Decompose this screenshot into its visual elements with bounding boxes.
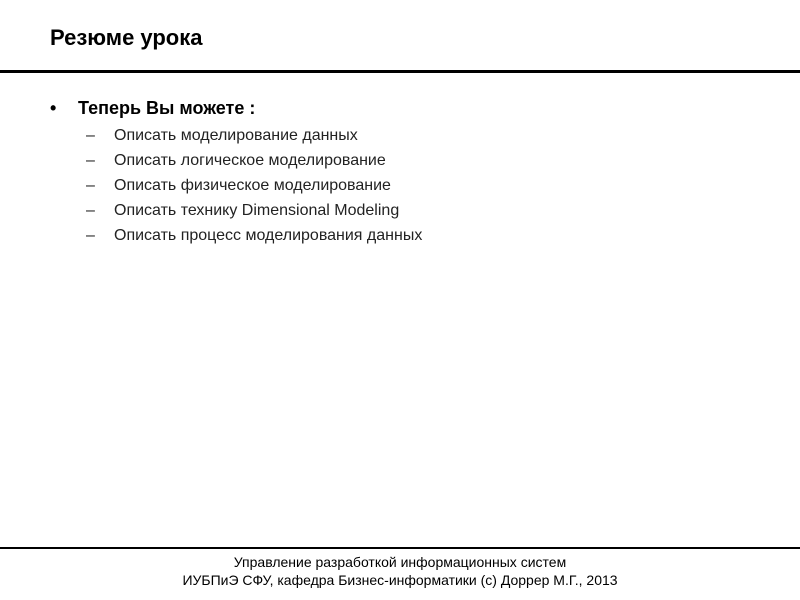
list-item [50,201,770,226]
footer-divider [0,547,800,549]
dash-icon: – [86,152,95,169]
footer [0,553,800,589]
footer-copyright: ИУБПиЭ СФУ, кафедра Бизнес-информатики (с) Доррер М.Г., 2013 [182,572,618,588]
list-item-text: Описать моделирование данных [114,127,358,144]
list-item-text: Описать процесс моделирования данных [114,227,423,244]
list-item [50,226,770,251]
main-bullet [50,96,770,120]
dash-icon: – [86,177,95,194]
dash-icon: – [86,127,95,144]
list-item [50,126,770,151]
title-divider [0,70,800,73]
footer-course-title: Управление разработкой информационных систем [233,554,567,570]
slide-content [50,96,770,251]
dash-icon: – [86,202,95,219]
slide-title: Резюме урока [50,25,203,50]
main-bullet-text: Теперь Вы можете : [78,98,256,118]
bullet-icon: • [50,98,57,118]
dash-icon: – [86,227,95,244]
list-item [50,151,770,176]
list-item-text: Описать технику Dimensional Modeling [114,202,400,219]
list-item-text: Описать физическое моделирование [114,177,391,194]
list-item [50,176,770,201]
list-item-text: Описать логическое моделирование [114,152,386,169]
sub-bullet-list [50,126,770,251]
